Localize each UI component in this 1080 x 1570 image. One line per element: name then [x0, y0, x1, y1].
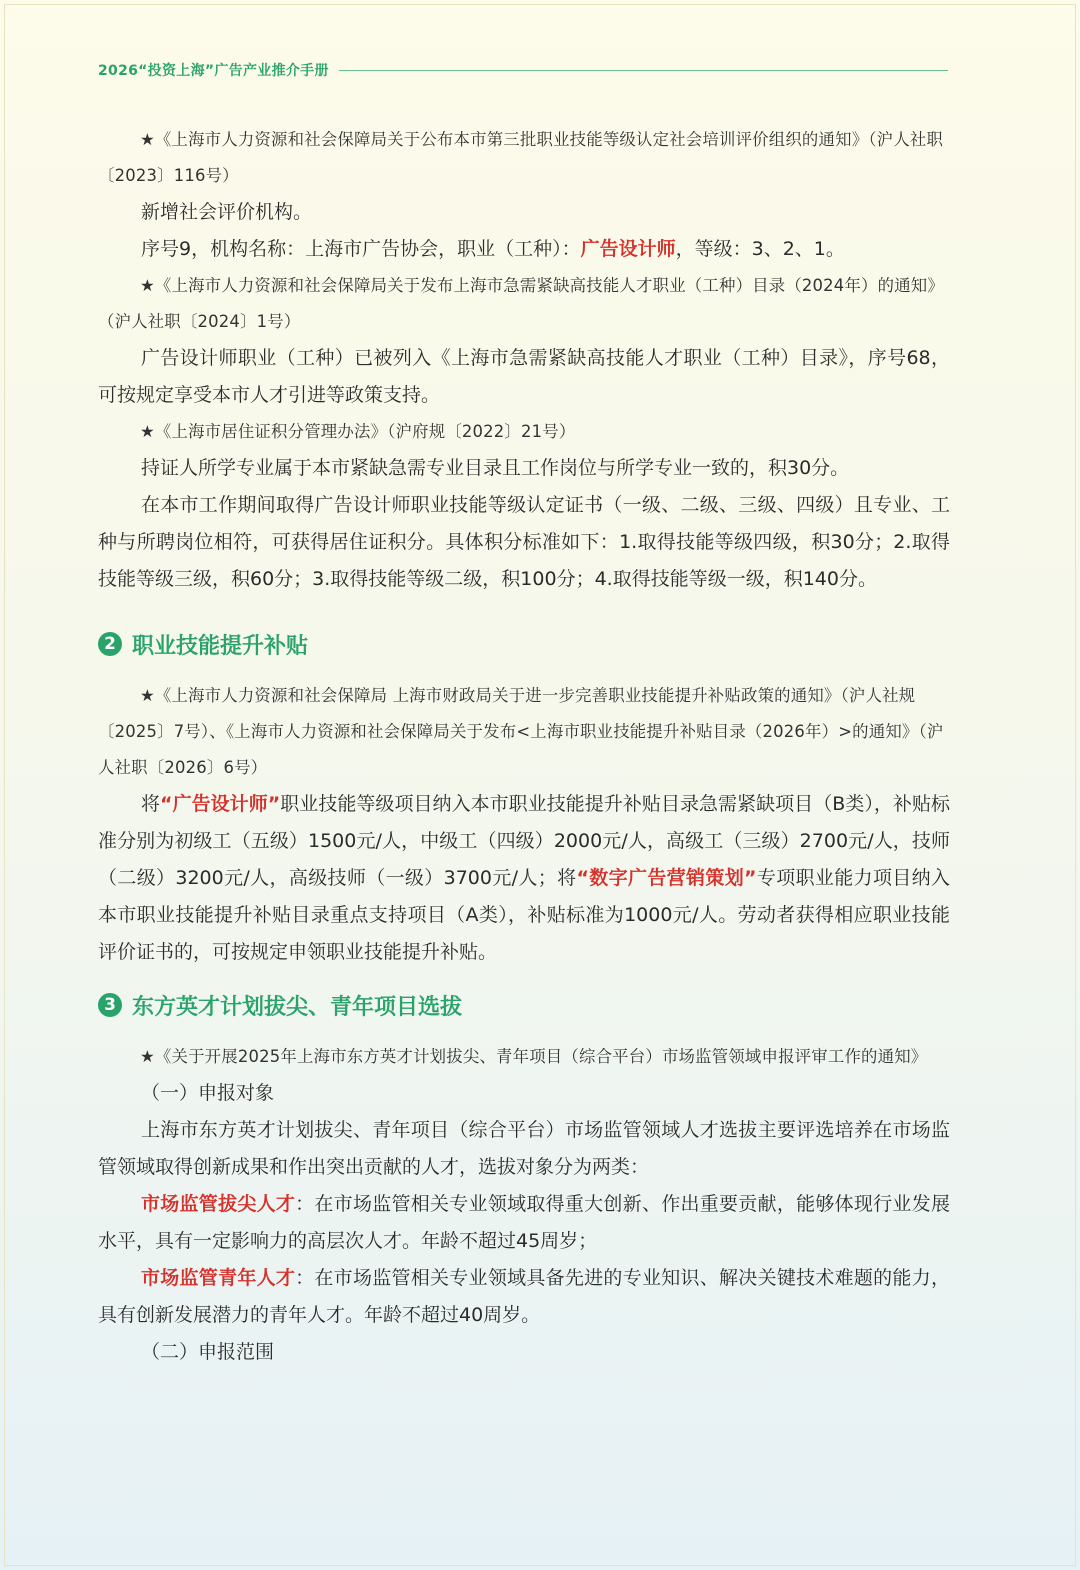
- policy-reference: ★《上海市居住证积分管理办法》（沪府规〔2022〕21号）: [140, 422, 576, 441]
- header-rule: [339, 70, 948, 71]
- section-title: 职业技能提升补贴: [132, 633, 309, 659]
- highlight-text: “数字广告营销策划”: [576, 867, 757, 889]
- text: ，等级：3、2、1。: [675, 238, 845, 260]
- subheading: （二）申报范围: [141, 1341, 275, 1363]
- highlight-text: 市场监管青年人才: [141, 1267, 296, 1289]
- paragraph: 广告设计师职业（工种）已被列入《上海市急需紧缺高技能人才职业（工种）目录》，序号68，可按规定享受本市人才引进等政策支持。: [98, 347, 950, 406]
- handbook-title: 2026“投资上海”广告产业推介手册: [98, 63, 329, 79]
- page-header: [98, 58, 948, 82]
- highlight-text: “广告设计师”: [160, 793, 281, 815]
- section-heading: [98, 624, 950, 664]
- paragraph: [98, 1186, 950, 1260]
- policy-reference: ★《上海市人力资源和社会保障局关于公布本市第三批职业技能等级认定社会培训评价组织的通知》（沪人社职〔2023〕116号）: [98, 130, 944, 185]
- paragraph: [98, 231, 950, 268]
- highlight-text: 市场监管拔尖人才: [141, 1193, 296, 1215]
- subheading: （一）申报对象: [141, 1082, 275, 1104]
- paragraph: 上海市东方英才计划拔尖、青年项目（综合平台）市场监管领域人才选拔主要评选培养在市场监管领域取得创新成果和作出突出贡献的人才，选拔对象分为两类：: [98, 1119, 950, 1178]
- text: 序号9，机构名称：上海市广告协会，职业（工种）：: [141, 238, 581, 260]
- paragraph: 持证人所学专业属于本市紧缺急需专业目录且工作岗位与所学专业一致的，积30分。: [141, 457, 850, 479]
- section-title: 东方英才计划拔尖、青年项目选拔: [132, 994, 463, 1020]
- paragraph: 在本市工作期间取得广告设计师职业技能等级认定证书（一级、二级、三级、四级）且专业、工种与所聘岗位相符，可获得居住证积分。具体积分标准如下：1.取得技能等级四级，积30分；2.取得技能等级三级，积60分；3.取得技能等级二级，积100分；4.取得技能等级一级，积140分。: [98, 494, 950, 590]
- text: ：在市场监管相关专业领域取得重大创新、作出重要贡献，能够体现行业发展水平，具有一定影响力的高层次人才。年龄不超过45周岁；: [98, 1193, 950, 1252]
- section-number-badge: 2: [98, 632, 122, 656]
- policy-reference: ★《上海市人力资源和社会保障局 上海市财政局关于进一步完善职业技能提升补贴政策的通知》（沪人社规〔2025〕7号）、《上海市人力资源和社会保障局关于发布<上海市职业技能提升补贴目录（2026年）>的通知》（沪人社职〔2026〕6号）: [98, 686, 944, 777]
- text: 职业技能等级项目纳入本市职业技能提升补贴目录急需紧缺项目（B类），补贴标准分别为初级工（五级）1500元/人，中级工（四级）2000元/人，高级工（三级）2700元/人，技师（二级）3200元/人，高级技师（一级）3700元/人；将: [98, 793, 950, 889]
- paragraph: 新增社会评价机构。: [141, 201, 313, 223]
- policy-reference: ★《关于开展2025年上海市东方英才计划拔尖、青年项目（综合平台）市场监管领域申报评审工作的通知》: [140, 1047, 928, 1066]
- text: 专项职业能力项目纳入本市职业技能提升补贴目录重点支持项目（A类），补贴标准为1000元/人。劳动者获得相应职业技能评价证书的，可按规定申领职业技能提升补贴。: [98, 867, 950, 963]
- text: 将: [141, 793, 161, 815]
- text: ：在市场监管相关专业领域具备先进的专业知识、解决关键技术难题的能力，具有创新发展潜力的青年人才。年龄不超过40周岁。: [98, 1267, 950, 1326]
- paragraph: [98, 786, 950, 971]
- policy-reference: ★《上海市人力资源和社会保障局关于发布上海市急需紧缺高技能人才职业（工种）目录（2024年）的通知》（沪人社职〔2024〕1号）: [98, 276, 944, 331]
- highlight-text: 广告设计师: [580, 238, 676, 260]
- main-content: [98, 122, 950, 1371]
- section-number-badge: 3: [98, 993, 122, 1017]
- paragraph: [98, 1260, 950, 1334]
- section-heading: [98, 985, 950, 1025]
